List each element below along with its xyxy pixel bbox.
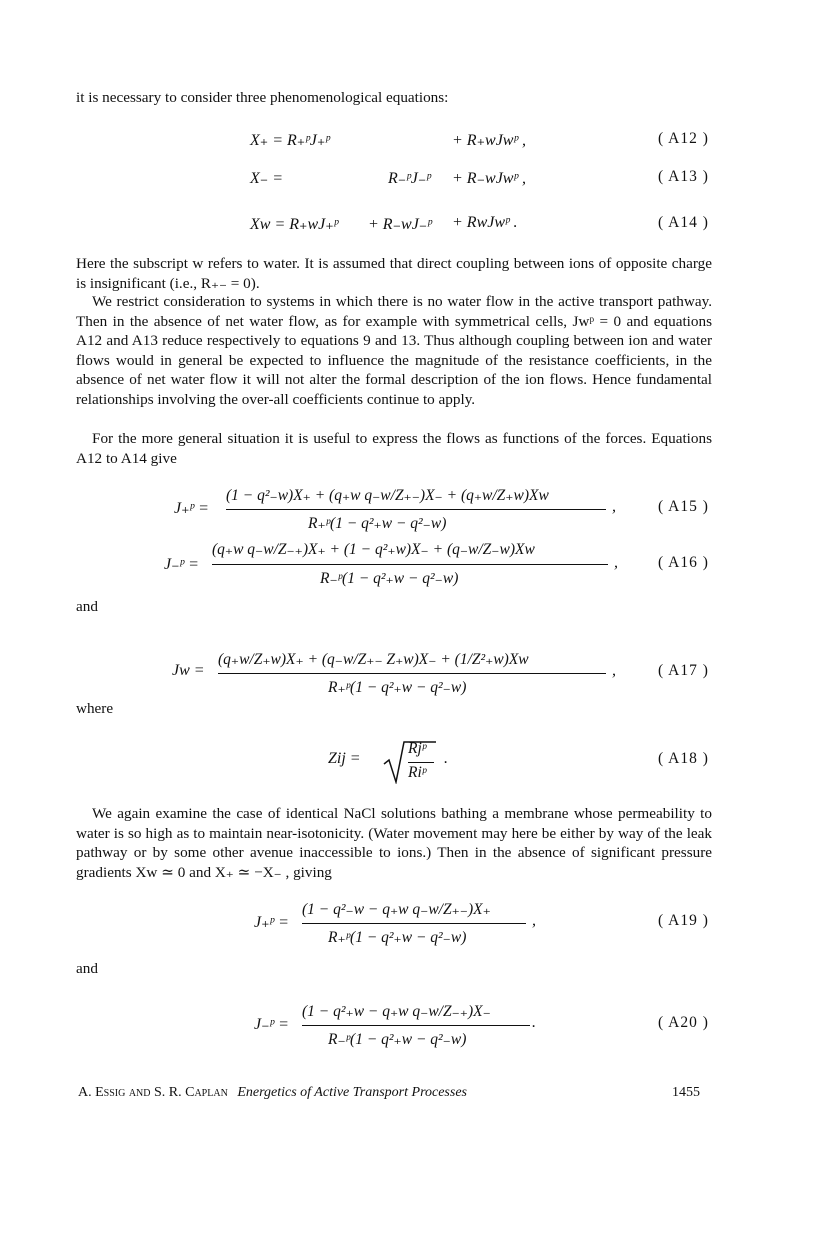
paragraph-general: For the more general situation it is useful to express the flows as functions of the forces. Equations A12 to A14 give xyxy=(76,430,712,467)
equation-a12-rhs: + R₊wJwᵖ , xyxy=(452,132,526,149)
equation-a19-denominator: R₊ᵖ(1 − q²₊w − q²₋w) xyxy=(328,929,467,946)
equation-a17 xyxy=(0,650,816,700)
equation-a19-tail: , xyxy=(532,912,536,929)
equation-a20 xyxy=(0,1002,816,1052)
equation-a13-rhs: + R₋wJwᵖ , xyxy=(452,170,526,187)
equation-a18 xyxy=(0,736,816,788)
equation-a18-numerator: Rjᵖ xyxy=(408,740,427,757)
equation-a13-number: ( A13 ) xyxy=(658,168,709,185)
word-where: where xyxy=(76,700,114,717)
equation-a17-number: ( A17 ) xyxy=(658,662,709,679)
equation-a19-lhs: J₊ᵖ = xyxy=(254,914,289,931)
fraction-bar xyxy=(226,509,606,510)
equation-a16-denominator: R₋ᵖ(1 − q²₊w − q²₋w) xyxy=(320,570,459,587)
equation-a18-number: ( A18 ) xyxy=(658,750,709,767)
equation-a19-number: ( A19 ) xyxy=(658,912,709,929)
fraction-bar xyxy=(302,923,526,924)
running-footer xyxy=(78,1085,467,1101)
fraction-bar xyxy=(218,673,606,674)
equation-a18-lhs: Zij = xyxy=(328,750,361,767)
equation-a14 xyxy=(0,214,816,254)
equation-a15 xyxy=(0,486,816,536)
equation-a20-lhs: J₋ᵖ = xyxy=(254,1016,289,1033)
fraction-bar xyxy=(302,1025,530,1026)
footer-authors: A. Essig and S. R. Caplan xyxy=(78,1085,228,1100)
paragraph-restrict: We restrict consideration to systems in which there is no water flow in the active transport pathway. Then in the absence of net water flow, as for example with symmetrical cells, Jwᵖ = 0 and equations A12 and A13 reduce respectively to equations 9 and 13. Thus although coupling between ion and water flows would in general be expected to influence the magnitude of the resistance coefficients, in the absence of net water flow it will not alter the formal description of the ion flows. Hence fundamental relationships involving the over-all coefficients continue to apply. xyxy=(76,293,712,408)
equation-a18-denominator: Riᵖ xyxy=(408,764,427,781)
equation-a18-tail: . xyxy=(444,750,448,767)
equation-a14-lhs: Xw = R₊wJ₊ᵖ xyxy=(250,216,339,233)
equation-a20-number: ( A20 ) xyxy=(658,1014,709,1031)
equation-a15-number: ( A15 ) xyxy=(658,498,709,515)
equation-a20-denominator: R₋ᵖ(1 − q²₊w − q²₋w) xyxy=(328,1031,467,1048)
equation-a19-numerator: (1 − q²₋w − q₊w q₋w/Z₊₋)X₊ xyxy=(302,901,491,918)
equation-a15-denominator: R₊ᵖ(1 − q²₊w − q²₋w) xyxy=(308,515,447,532)
equation-a17-denominator: R₊ᵖ(1 − q²₊w − q²₋w) xyxy=(328,679,467,696)
equation-a14-rhs: + RwJwᵖ . xyxy=(452,214,518,231)
equation-a17-lhs: Jw = xyxy=(172,662,205,679)
equation-a12-lhs: X₊ = R₊ᵖJ₊ᵖ xyxy=(250,132,330,149)
paragraph-nacl: We again examine the case of identical NaCl solutions bathing a membrane whose permeability to water is so high as to maintain near-isotonicity. (Water movement may here be either by way of the leak pathway or by some other avenue inaccessible to ions.) Then in the absence of significant pressure gradients Xw ≃ 0 and X₊ ≃ −X₋ , giving xyxy=(76,805,712,881)
page-number: 1455 xyxy=(672,1085,700,1100)
footer-journal-title: Energetics of Active Transport Processes xyxy=(237,1085,467,1100)
equation-a16-lhs: J₋ᵖ = xyxy=(164,556,199,573)
equation-a16-numerator: (q₊w q₋w/Z₋₊)X₊ + (1 − q²₊w)X₋ + (q₋w/Z₋w)Xw xyxy=(212,541,535,558)
fraction-bar xyxy=(212,564,608,565)
equation-a15-lhs: J₊ᵖ = xyxy=(174,500,209,517)
equation-a16 xyxy=(0,540,816,590)
equation-a15-tail: , xyxy=(612,498,616,515)
equation-a15-numerator: (1 − q²₋w)X₊ + (q₊w q₋w/Z₊₋)X₋ + (q₊w/Z₊w)Xw xyxy=(226,487,549,504)
equation-a16-tail: , xyxy=(614,554,618,571)
equation-a13 xyxy=(0,168,816,208)
paragraph-subscript: Here the subscript w refers to water. It is assumed that direct coupling between ions of opposite charge is insignificant (i.e., R₊₋ = 0). xyxy=(76,255,712,292)
equation-a12 xyxy=(0,130,816,170)
fraction-bar xyxy=(408,762,434,763)
equation-a16-number: ( A16 ) xyxy=(658,554,709,571)
equation-a20-tail: . xyxy=(532,1014,536,1031)
equation-a13-lhs: X₋ = xyxy=(250,170,284,187)
equation-a17-numerator: (q₊w/Z₊w)X₊ + (q₋w/Z₊₋ Z₊w)X₋ + (1/Z²₊w)Xw xyxy=(218,651,529,668)
equation-a14-mid: + R₋wJ₋ᵖ xyxy=(368,216,432,233)
equation-a17-tail: , xyxy=(612,662,616,679)
equation-a13-mid: R₋ᵖJ₋ᵖ xyxy=(388,170,431,187)
equation-a20-numerator: (1 − q²₊w − q₊w q₋w/Z₋₊)X₋ xyxy=(302,1003,491,1020)
word-and-2: and xyxy=(76,960,98,977)
word-and-1: and xyxy=(76,598,98,615)
intro-line: it is necessary to consider three phenomenological equations: xyxy=(76,89,449,106)
equation-a12-number: ( A12 ) xyxy=(658,130,709,147)
equation-a14-number: ( A14 ) xyxy=(658,214,709,231)
equation-a19 xyxy=(0,900,816,950)
